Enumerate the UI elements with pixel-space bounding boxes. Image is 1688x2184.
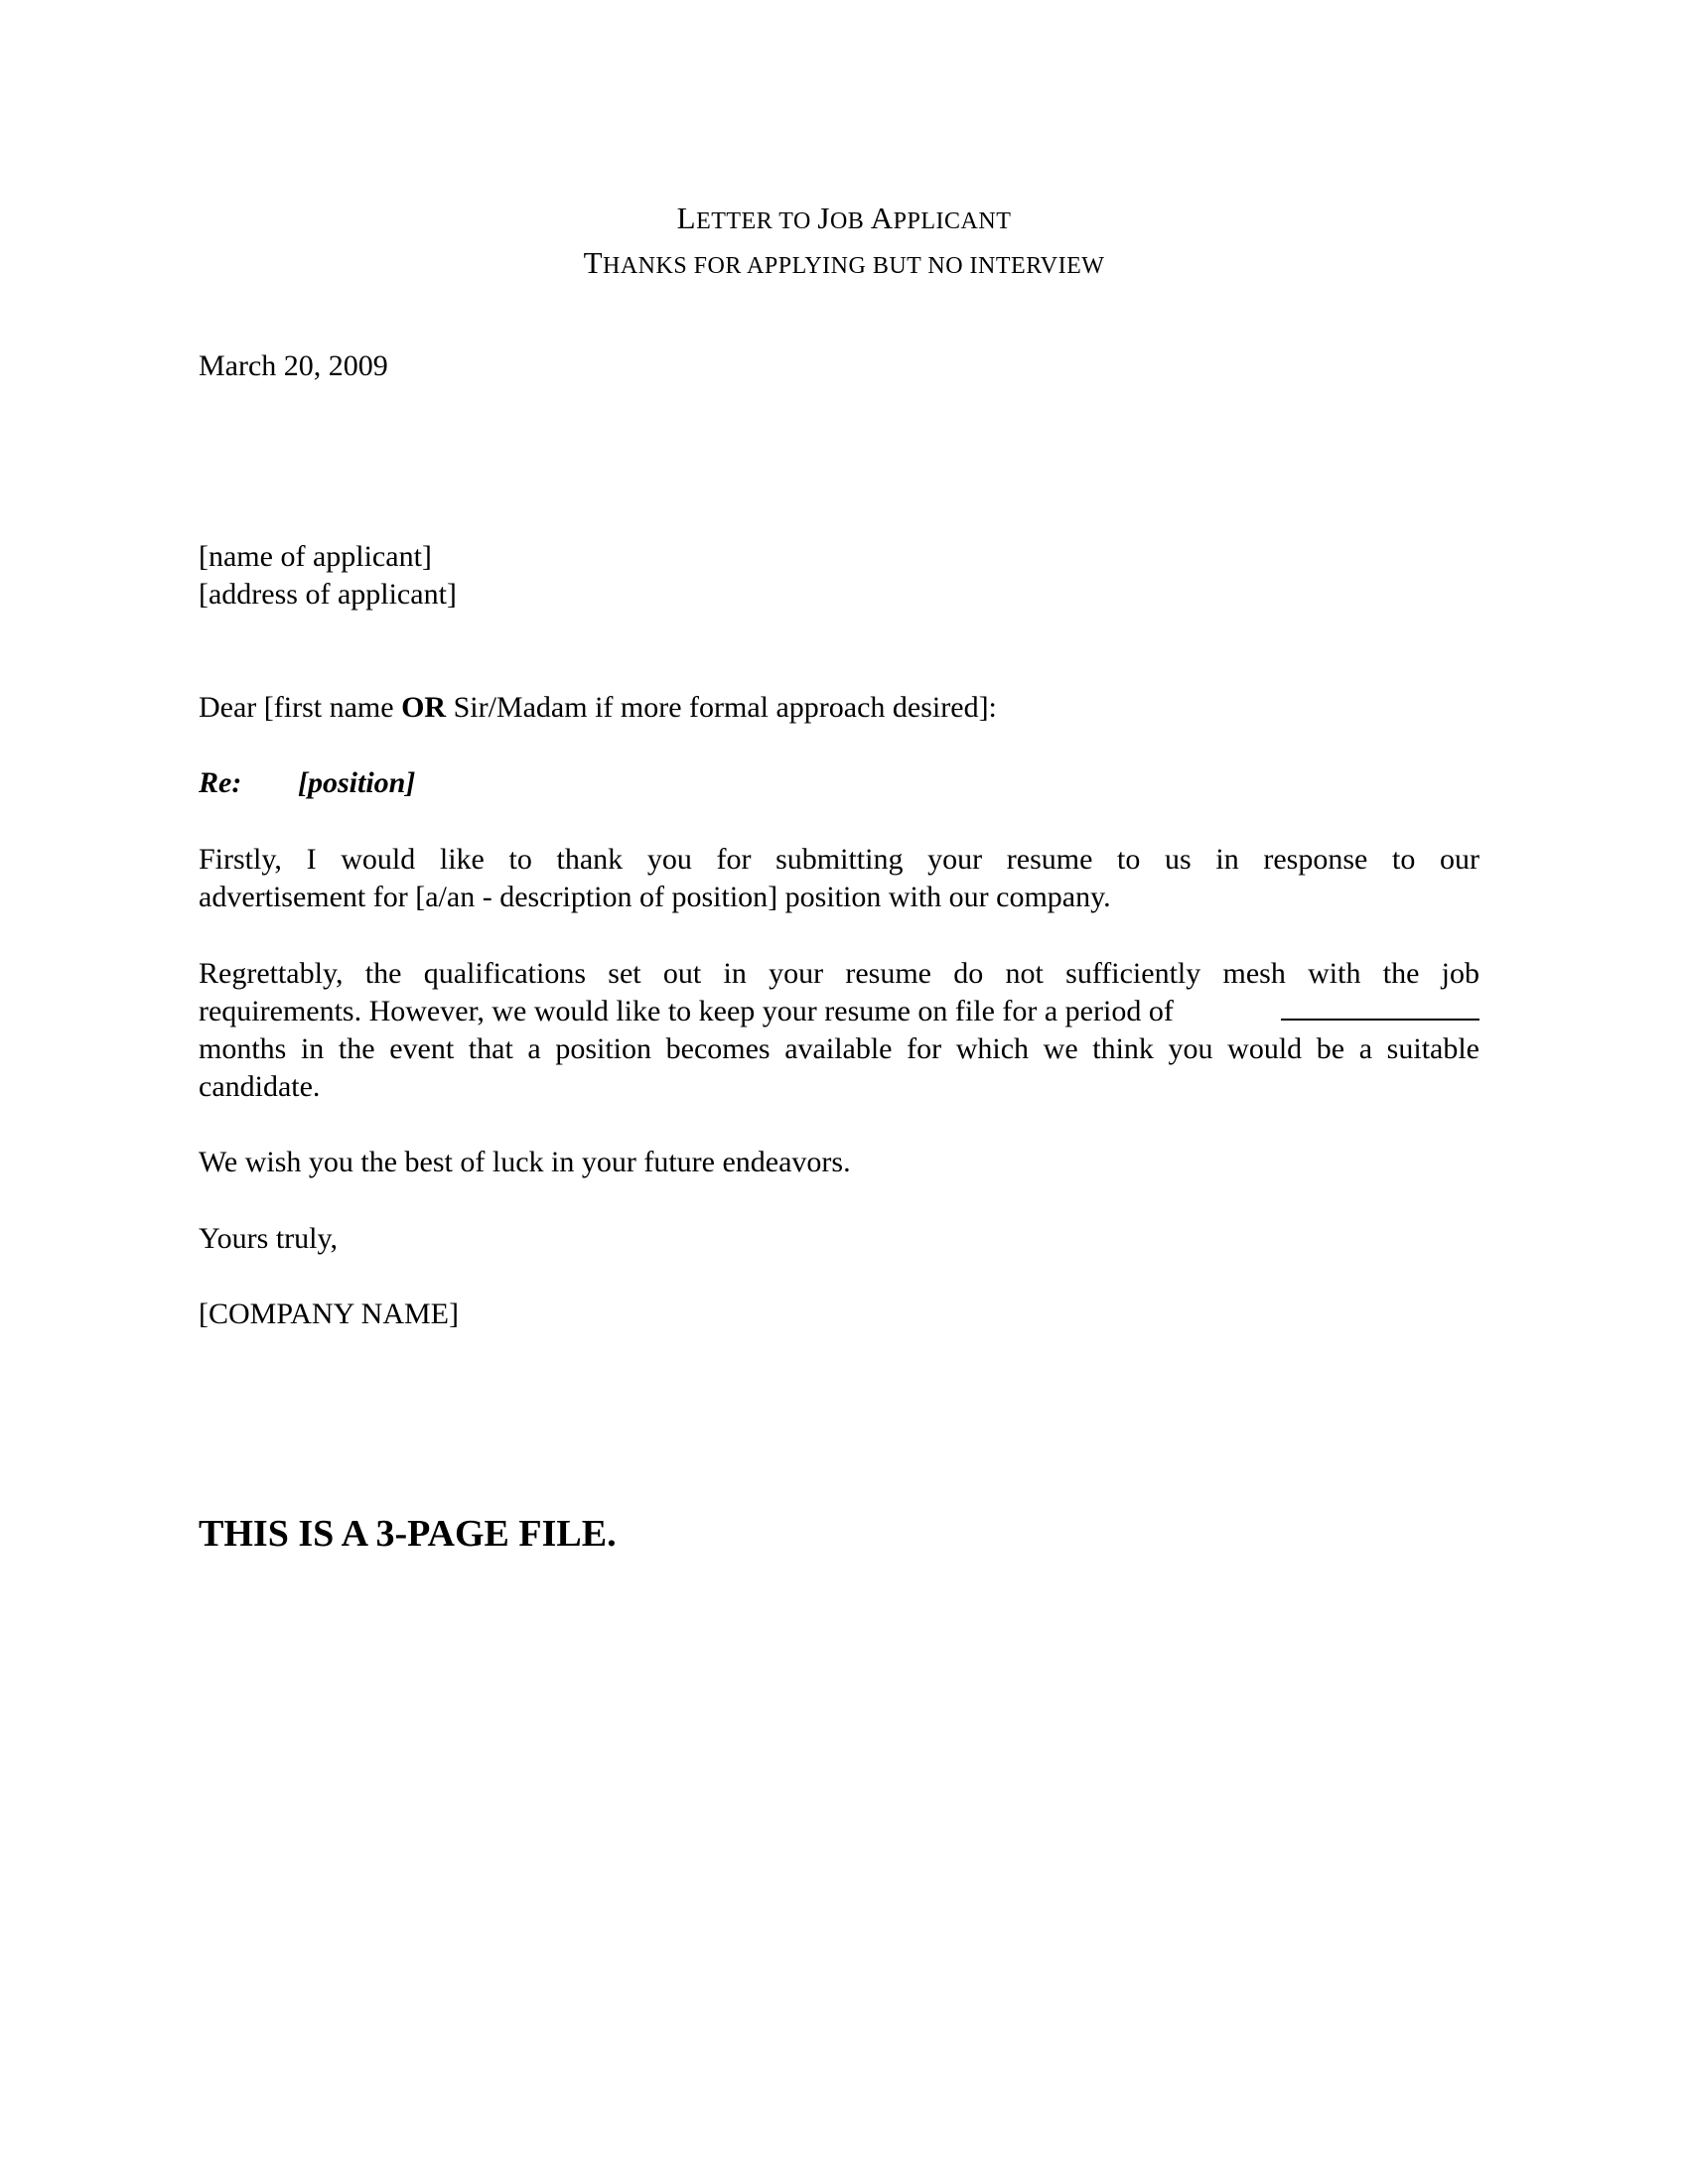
re-line — [199, 764, 1479, 802]
salutation-prefix: Dear [first name — [199, 691, 402, 724]
salutation-suffix: Sir/Madam if more formal approach desired]: — [446, 691, 997, 724]
recipient-name: [name of applicant] — [199, 540, 432, 573]
title-letter-cap: L — [676, 201, 697, 235]
letter-title — [0, 201, 1688, 239]
page-count-notice: THIS IS A 3-PAGE FILE. — [199, 1513, 617, 1555]
subtitle-rest: HANKS FOR APPLYING BUT NO INTERVIEW — [603, 253, 1105, 279]
recipient-address: [address of applicant] — [199, 578, 457, 611]
paragraph-regret-line-1: Regrettably, the qualifications set out in your resume do not sufficiently mesh with the job — [199, 957, 1479, 990]
title-applicant-cap: A — [870, 201, 894, 235]
re-label: Re: — [199, 766, 242, 799]
title-letter-rest: ETTER TO — [696, 208, 818, 234]
title-applicant-rest: PPLICANT — [893, 208, 1012, 234]
signature-company-name: [COMPANY NAME] — [199, 1297, 459, 1330]
paragraph-thanks — [199, 841, 1479, 916]
paragraph-regret — [199, 955, 1479, 1106]
paragraph-regret-line-2-row — [199, 993, 1479, 1030]
subtitle-cap: T — [583, 245, 603, 280]
paragraph-thanks-line-2: advertisement for [a/an - description of position] position with our company. — [199, 881, 1111, 913]
letter-date: March 20, 2009 — [199, 349, 388, 382]
salutation-emphasis: OR — [401, 691, 447, 724]
paragraph-thanks-line-1: Firstly, I would like to thank you for submitting your resume to us in response to our — [199, 843, 1479, 876]
re-value: [position] — [298, 766, 416, 799]
months-blank-field — [1281, 993, 1479, 1021]
letter-subtitle — [0, 245, 1688, 284]
salutation — [199, 689, 1479, 727]
paragraph-best-wishes: We wish you the best of luck in your future endeavors. — [199, 1146, 851, 1178]
title-job-rest: OB — [829, 208, 871, 234]
paragraph-regret-line-3: months in the event that a position becomes available for which we think you would be a suitable — [199, 1032, 1479, 1065]
title-job-cap: J — [817, 201, 830, 235]
paragraph-regret-line-2: requirements. However, we would like to keep your resume on file for a period of — [199, 995, 1174, 1027]
closing: Yours truly, — [199, 1222, 339, 1255]
paragraph-regret-line-4: candidate. — [199, 1070, 321, 1103]
